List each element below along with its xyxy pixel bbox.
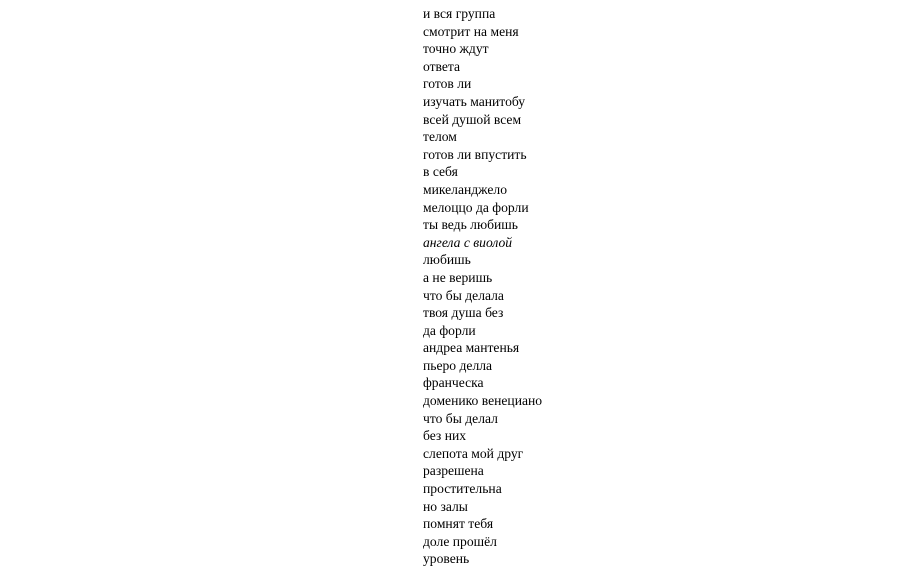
poem-line: микеланджело [423, 181, 508, 197]
poem-line: смотрит на меня [423, 23, 519, 39]
poem-line: что бы делал [423, 410, 498, 426]
poem-line: пьеро делла [423, 357, 493, 373]
poem-line: и вся группа [423, 6, 496, 21]
poem-line: а не веришь [423, 269, 493, 285]
poem-line: всей душой всем [423, 111, 522, 127]
poem-line: изучать манитобу [423, 93, 526, 109]
poem-line: ответа [423, 58, 461, 74]
poem-line: простительна [423, 481, 502, 497]
poem-line: андреа мантенья [423, 340, 520, 356]
poem-line: готов ли [423, 76, 472, 92]
poem-line: франческа [423, 375, 484, 391]
poem-line: разрешена [423, 463, 484, 479]
poem-line: ты ведь любишь [423, 217, 518, 233]
poem-line: доменико венециано [423, 393, 543, 409]
poem-line: что бы делала [423, 287, 504, 303]
poem-line: слепота мой друг [423, 445, 524, 461]
poem-text [423, 5, 542, 568]
poem-line: доле прошёл [423, 533, 497, 549]
poem-line: в себя [423, 164, 458, 180]
poem-line: но залы [423, 498, 468, 514]
poem-line: любишь [423, 252, 471, 268]
poem-line: помнят тебя [423, 516, 494, 532]
poem-line: без них [423, 428, 467, 444]
poem-line: телом [423, 129, 457, 145]
poem-line: да форли [423, 322, 476, 338]
poem-line: точно ждут [423, 41, 489, 57]
poem-line: уровень [423, 551, 470, 567]
poem-line-italic: ангела с виолой [423, 234, 513, 250]
poem-line: мелоццо да форли [423, 199, 529, 215]
poem-line: готов ли впустить [423, 146, 527, 162]
poem-line: твоя душа без [423, 305, 504, 321]
